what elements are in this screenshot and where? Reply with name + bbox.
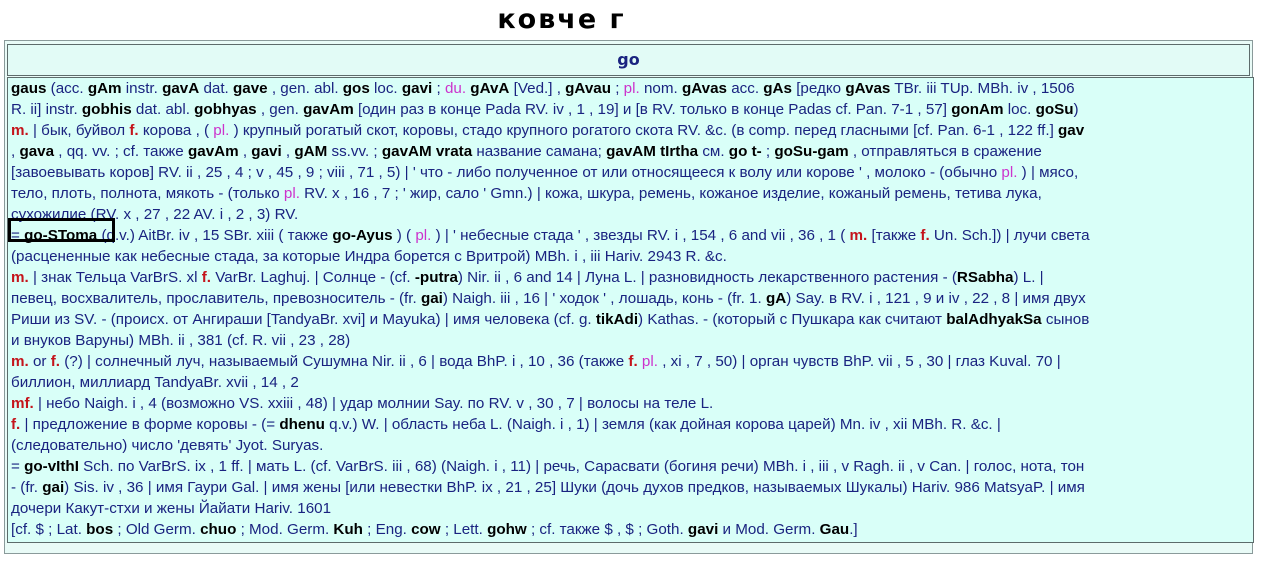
entry-line — [11, 162, 1250, 183]
entry-text: и Mod. Germ. — [718, 521, 820, 538]
grammar-label: m. — [11, 122, 29, 139]
sanskrit-term: gohw — [487, 521, 527, 538]
entry-text: , — [281, 143, 295, 160]
entry-text: (расцененные как небесные стада, за которые Индра борется с Вритрой) MBh. i , iii Hariv. 2943 R. &c. — [11, 248, 727, 265]
sanskrit-term: gA — [765, 290, 787, 307]
sanskrit-term: tikAdi — [595, 311, 639, 328]
grammar-label: mf. — [11, 395, 34, 412]
entry-text: , xi , 7 , 50) | орган чувств BhP. vii , 5 , 30 | глаз Kuval. 70 | — [657, 353, 1061, 370]
highlight-box — [8, 218, 115, 242]
entry-text: loc. — [369, 80, 402, 97]
sanskrit-term: gAvA — [470, 80, 510, 97]
entry-text: - (fr. — [11, 479, 43, 496]
sanskrit-term: gavAm — [303, 101, 354, 118]
grammar-label: f. — [628, 353, 638, 370]
grammar-label: m. — [11, 269, 29, 286]
sanskrit-term: -putra — [414, 269, 458, 286]
page-title: ковче г — [497, 4, 626, 35]
entry-text: см. — [698, 143, 729, 160]
entry-line — [11, 519, 1250, 540]
entry-text: dat. abl. — [131, 101, 195, 118]
entry-text: Риши из SV. - (происх. от Ангираши [TandyaBr. xvi] и Mayuka) | имя человека (cf. g. — [11, 311, 596, 328]
sanskrit-term: gAvas — [845, 80, 891, 97]
sanskrit-term: gobhyas — [194, 101, 257, 118]
entry-line — [11, 477, 1250, 498]
entry-text: TBr. iii TUp. MBh. iv , 1506 — [890, 80, 1075, 97]
entry-text: loc. — [1003, 101, 1036, 118]
entry-text: ) | ' небесные стада ' , звезды RV. i , 154 , 6 and vii , 36 , 1 ( — [431, 227, 850, 244]
entry-text: биллион, миллиард TandyaBr. xvii , 14 , 2 — [11, 374, 299, 391]
entry-text: = — [11, 458, 25, 475]
sanskrit-term: gAvau — [565, 80, 611, 97]
entry-text: ; Old Germ. — [113, 521, 201, 538]
entry-text: , — [238, 143, 252, 160]
entry-text: ; — [761, 143, 775, 160]
entry-text: (следовательно) число 'девять' Jyot. Suryas. — [11, 437, 324, 454]
entry-line — [11, 78, 1250, 99]
entry-line — [11, 225, 1250, 246]
sanskrit-term: go t- — [728, 143, 762, 160]
sanskrit-term: gonAm — [951, 101, 1004, 118]
entry-text: дочери Какут-стхи и жены Йайати Hariv. 1601 — [11, 500, 332, 517]
entry-text: , gen. abl. — [267, 80, 343, 97]
sanskrit-term: goSu — [1035, 101, 1074, 118]
sanskrit-term: gAvas — [681, 80, 727, 97]
entry-headword: go — [7, 44, 1250, 76]
entry-text: сынов — [1041, 311, 1090, 328]
entry-line — [11, 141, 1250, 162]
sanskrit-term: goSu-gam — [774, 143, 849, 160]
entry-line — [11, 498, 1250, 519]
entry-text: [один раз в конце Pada RV. iv , 1 , 19] и [в RV. только в конце Padas cf. Pan. 7-1 , 57] — [353, 101, 952, 118]
entry-text: or — [28, 353, 51, 370]
grammar-label: f. — [11, 416, 21, 433]
entry-text: ; Eng. — [362, 521, 412, 538]
entry-text: ; cf. также $ , $ ; Goth. — [526, 521, 688, 538]
grammar-label: m. — [11, 353, 29, 370]
sanskrit-term: gos — [342, 80, 370, 97]
entry-text: dat. — [199, 80, 233, 97]
sanskrit-term: gAm — [87, 80, 122, 97]
entry-text: ) | мясо, — [1017, 164, 1079, 181]
entry-text: ] — [853, 521, 858, 538]
entry-text: ) Nir. ii , 6 and 14 | Луна L. | разновидность лекарственного растения - ( — [457, 269, 957, 286]
entry-line — [11, 267, 1250, 288]
entry-text: (q.v.) AitBr. iv , 15 SBr. xiii ( также — [97, 227, 333, 244]
grammar-label: m. — [849, 227, 868, 244]
entry-text: nom. — [639, 80, 682, 97]
entry-text: ) крупный рогатый скот, коровы, стадо крупного рогатого скота RV. &c. (в comp. перед гласными [cf. Pan. 6-1 , 122 ff.] — [229, 122, 1059, 139]
entry-text: ) Sis. iv , 36 | имя Гаури Gal. | имя жены [или невестки BhP. ix , 21 , 25] Шуки (дочь духов предков, называемых Шукалы) Hariv. 986 MatsyaP. | имя — [64, 479, 1085, 496]
sanskrit-term: go-vIthI — [24, 458, 79, 475]
sanskrit-term: gavAM vrata — [381, 143, 473, 160]
grammar-label: f. — [129, 122, 139, 139]
entry-text: ss.vv. ; — [327, 143, 382, 160]
sanskrit-term: chuo — [200, 521, 237, 538]
sanskrit-term: gavi — [401, 80, 433, 97]
sanskrit-term: gavAm — [187, 143, 239, 160]
sanskrit-term: gava — [19, 143, 55, 160]
plural-label: pl. — [283, 185, 300, 202]
entry-line — [11, 99, 1250, 120]
sanskrit-term: go-SToma — [24, 227, 98, 244]
entry-line — [11, 393, 1250, 414]
sanskrit-term: Gau — [819, 521, 850, 538]
grammar-label: f. — [920, 227, 930, 244]
entry-text: [редко — [791, 80, 846, 97]
plural-label: pl. — [623, 80, 640, 97]
entry-text: , — [11, 143, 20, 160]
entry-text: ) L. | — [1013, 269, 1044, 286]
entry-text: ; — [432, 80, 445, 97]
entry-content — [7, 77, 1254, 543]
entry-text: ; Lett. — [440, 521, 488, 538]
plural-label: pl. — [1001, 164, 1018, 181]
sanskrit-term: go-Ayus — [332, 227, 393, 244]
entry-text: корова , ( — [138, 122, 214, 139]
entry-text: Un. Sch.]) | лучи света — [929, 227, 1090, 244]
entry-line — [11, 456, 1250, 477]
entry-line — [11, 330, 1250, 351]
grammar-label: f. — [201, 269, 212, 286]
entry-line — [11, 183, 1250, 204]
plural-label: pl. — [415, 227, 432, 244]
sanskrit-term: RSabha — [956, 269, 1014, 286]
entry-text: instr. — [121, 80, 163, 97]
entry-line — [11, 309, 1250, 330]
grammar-label: f. — [50, 353, 60, 370]
entry-text: и внуков Варуны) MBh. ii , 381 (cf. R. vii , 23 , 28) — [11, 332, 351, 349]
entry-text: acc. — [726, 80, 764, 97]
entry-text: ) ( — [392, 227, 416, 244]
entry-text: ; — [611, 80, 624, 97]
sanskrit-term: gavi — [251, 143, 282, 160]
sanskrit-term: gai — [42, 479, 65, 496]
entry-text: Sch. по VarBrS. ix , 1 ff. | мать L. (cf. VarBrS. iii , 68) (Naigh. i , 11) | речь, Сарасвати (богиня речи) MBh. i , iii , v Ragh. ii , v Can. | голос, нота, тон — [78, 458, 1085, 475]
plural-label: pl. — [213, 122, 230, 139]
entry-text: ) Naigh. iii , 16 | ' ходок ' , лошадь, конь - (fr. 1. — [442, 290, 766, 307]
entry-text: ) Kathas. - (который с Пушкара как считают — [638, 311, 947, 328]
entry-line — [11, 204, 1250, 225]
entry-text: ; Mod. Germ. — [236, 521, 334, 538]
entry-text: | предложение в форме коровы - (= — [20, 416, 280, 433]
entry-text: | знак Тельца VarBrS. xl — [28, 269, 202, 286]
entry-line — [11, 288, 1250, 309]
entry-text: тело, плоть, полнота, мякоть - (только — [11, 185, 284, 202]
entry-text: | бык, буйвол — [28, 122, 130, 139]
entry-text: ) Say. в RV. i , 121 , 9 и iv , 22 , 8 | имя двух — [786, 290, 1086, 307]
entry-text: VarBr. Laghuj. | Солнце - (cf. — [211, 269, 415, 286]
sanskrit-term: bos — [86, 521, 114, 538]
entry-text: R. ii] instr. — [11, 101, 82, 118]
entry-text: [Ved.] , — [509, 80, 566, 97]
entry-text: q.v.) W. | область неба L. (Naigh. i , 1) | земля (как дойная корова царей) Mn. iv , xii MBh. R. &c. | — [324, 416, 1001, 433]
sanskrit-term: dhenu — [279, 416, 325, 433]
entry-line — [11, 120, 1250, 141]
entry-text: ) — [1073, 101, 1079, 118]
entry-text: RV. x , 16 , 7 ; ' жир, сало ' Gmn.) | кожа, шкура, ремень, кожаное изделие, кожаный ремень, тетива лука, — [299, 185, 1042, 202]
sanskrit-term: Kuh — [333, 521, 363, 538]
entry-text: = — [11, 227, 25, 244]
sanskrit-term: gobhis — [81, 101, 132, 118]
sanskrit-term: gavA — [162, 80, 200, 97]
entry-text: сухожилие (RV. x , 27 , 22 AV. i , 2 , 3) RV. — [11, 206, 299, 223]
entry-text: [завоевывать коров] RV. ii , 25 , 4 ; v , 45 , 9 ; viii , 71 , 5) | ' что - либо полученное от или относящееся к волу или корове ' , молоко - (обычно — [11, 164, 1002, 181]
entry-line — [11, 351, 1250, 372]
entry-text: [cf. $ ; Lat. — [11, 521, 87, 538]
sanskrit-term: gave — [233, 80, 268, 97]
sanskrit-term: gav — [1058, 122, 1085, 139]
entry-line — [11, 246, 1250, 267]
sanskrit-term: gai — [420, 290, 443, 307]
entry-line — [11, 372, 1250, 393]
entry-text: . — [849, 521, 854, 538]
sanskrit-term: balAdhyakSa — [946, 311, 1042, 328]
entry-text: , gen. — [256, 101, 304, 118]
entry-line — [11, 414, 1250, 435]
entry-text: | небо Naigh. i , 4 (возможно VS. xxiii , 48) | удар молнии Say. по RV. v , 30 , 7 | волосы на теле L. — [33, 395, 714, 412]
entry-text: , qq. vv. ; cf. также — [54, 143, 188, 160]
plural-label: pl. — [641, 353, 658, 370]
sanskrit-term: cow — [411, 521, 441, 538]
dictionary-entry-panel — [4, 40, 1253, 554]
entry-text: певец, восхвалитель, прославитель, превозноситель - (fr. — [11, 290, 421, 307]
entry-text: [также — [867, 227, 921, 244]
sanskrit-term: gAM — [294, 143, 328, 160]
sanskrit-term: gavAM tIrtha — [606, 143, 699, 160]
sanskrit-term: gavi — [687, 521, 719, 538]
entry-text: (?) | солнечный луч, называемый Сушумна Nir. ii , 6 | вода BhP. i , 10 , 36 (также — [59, 353, 629, 370]
entry-line — [11, 435, 1250, 456]
entry-text: , отправляться в сражение — [848, 143, 1042, 160]
entry-text: (acc. — [46, 80, 88, 97]
plural-label: du. — [444, 80, 467, 97]
sanskrit-term: gAs — [763, 80, 792, 97]
entry-text: название самана; — [472, 143, 607, 160]
sanskrit-term: gaus — [11, 80, 47, 97]
